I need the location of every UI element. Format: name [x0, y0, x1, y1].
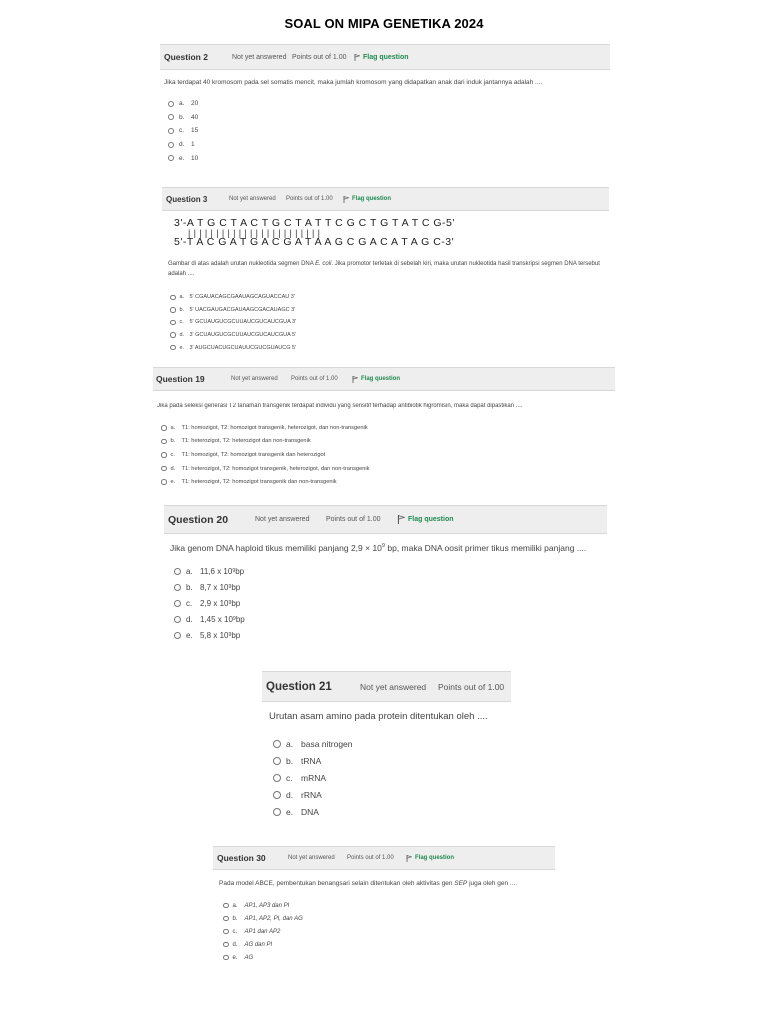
- option-letter: c.: [179, 127, 185, 135]
- question-points: Points out of 1.00: [347, 855, 394, 861]
- radio-button[interactable]: [174, 632, 181, 639]
- question-points: Points out of 1.00: [291, 376, 338, 382]
- option-text: 10: [191, 154, 199, 162]
- question-text-part: juga oleh gen ....: [467, 880, 518, 887]
- radio-button[interactable]: [174, 568, 181, 575]
- question-text: [168, 259, 613, 279]
- option-unit: bp: [231, 630, 241, 640]
- answer-option[interactable]: [273, 786, 511, 803]
- option-exponent: 9: [228, 632, 232, 638]
- answer-option[interactable]: [168, 111, 610, 125]
- option-letter: b.: [186, 582, 193, 592]
- base-pair-bars: ||||||||||||||||||||||||: [188, 228, 324, 238]
- radio-button[interactable]: [161, 466, 167, 472]
- question-20-block: [164, 505, 607, 643]
- option-text: 3' GCUAUGUCGCUUAUCGUCAUCGUA 5': [189, 332, 297, 339]
- radio-button[interactable]: [170, 295, 176, 301]
- question-header: [213, 846, 555, 870]
- option-letter: d.: [179, 141, 185, 149]
- radio-button[interactable]: [170, 307, 176, 313]
- option-exponent: 9: [232, 568, 236, 574]
- question-state: Not yet answered: [360, 681, 427, 692]
- option-letter: e.: [179, 344, 185, 351]
- question-state: Not yet answered: [232, 53, 287, 61]
- question-text: Urutan asam amino pada protein ditentukan oleh ....: [269, 711, 488, 722]
- radio-button[interactable]: [168, 114, 174, 120]
- option-text: basa nitrogen: [301, 738, 353, 749]
- answer-option[interactable]: [168, 138, 610, 152]
- question-30-block: [213, 846, 555, 964]
- option-letter: c.: [232, 928, 238, 935]
- radio-button[interactable]: [161, 425, 167, 431]
- option-letter: e.: [186, 630, 193, 640]
- radio-button[interactable]: [170, 345, 176, 351]
- question-points: Points out of 1.00: [326, 516, 381, 523]
- option-exponent: 9: [228, 600, 232, 606]
- question-points: Points out of 1.00: [286, 196, 333, 202]
- answer-option[interactable]: [174, 579, 607, 595]
- answer-option[interactable]: [170, 329, 609, 342]
- question-text-part: Gambar di atas adalah urutan nukleotida segmen DNA: [168, 261, 316, 267]
- question-number: Question 21: [266, 680, 332, 693]
- species-name: E. coli: [315, 261, 332, 267]
- answer-options: [170, 291, 609, 354]
- option-text: 3' AUGCUACUGCUAUUCGUCGUAUCG 5': [189, 344, 297, 351]
- question-header: [153, 367, 615, 391]
- option-exponent: 9: [228, 584, 232, 590]
- question-text: [219, 880, 555, 887]
- option-letter: a.: [170, 424, 176, 431]
- option-letter: d.: [170, 465, 176, 472]
- answer-option[interactable]: [161, 448, 615, 462]
- option-text: T1: heterozigot, T2: homozigot transgenik, heterozigot, dan non-transgenik: [181, 465, 370, 472]
- answer-option[interactable]: [170, 316, 609, 329]
- question-number: Question 19: [156, 374, 205, 384]
- question-number: Question 2: [164, 52, 208, 62]
- radio-button[interactable]: [223, 903, 229, 909]
- option-base: 2,9 x 10: [200, 598, 229, 608]
- flag-question-link[interactable]: [354, 54, 409, 61]
- answer-option[interactable]: [168, 124, 610, 138]
- radio-button[interactable]: [174, 600, 181, 607]
- radio-button[interactable]: [170, 332, 176, 338]
- option-text: 15: [191, 127, 199, 135]
- option-text: T1: homozigot, T2: homozigot transgenik, heterozigot, dan non-transgenik: [181, 424, 368, 431]
- option-letter: b.: [286, 755, 294, 766]
- flag-question-link[interactable]: [406, 855, 454, 862]
- answer-options: [168, 97, 610, 165]
- flag-question-label: Flag question: [363, 53, 409, 61]
- dna-strand-top: 3'-A T G C T A C T G C T A T T C G C T G T A T C G-5': [174, 217, 455, 229]
- radio-button[interactable]: [223, 929, 229, 935]
- answer-option[interactable]: [174, 563, 607, 579]
- option-letter: e.: [179, 154, 185, 162]
- question-text: Jika pada seleksi generasi T2 tanaman transgenik terdapat individu yang sensitif terhadap antibiotik higromisin, maka dapat dipastikan ....: [157, 403, 523, 409]
- question-2-block: [160, 44, 610, 165]
- exponent: 9: [381, 543, 385, 550]
- question-text-part: . Jika promotor terletak di sebelah kiri, maka urutan nukleotida hasil transkripsi segmen DNA tersebut adalah ....: [168, 261, 600, 277]
- question-text-part: Jika genom DNA haploid tikus memiliki panjang 2,9 × 10: [170, 543, 382, 553]
- flag-icon: [354, 54, 360, 61]
- option-letter: a.: [232, 902, 238, 909]
- answer-option[interactable]: [223, 925, 555, 938]
- answer-option[interactable]: [223, 899, 555, 912]
- answer-options: [273, 735, 511, 820]
- radio-button[interactable]: [273, 774, 281, 782]
- radio-button[interactable]: [273, 808, 281, 816]
- answer-options: [174, 563, 607, 643]
- option-letter: c.: [170, 451, 175, 458]
- option-letter: a.: [286, 738, 294, 749]
- answer-option[interactable]: [223, 912, 555, 925]
- option-text: AP1, AP2, PI, dan AG: [244, 915, 303, 922]
- option-text: DNA: [301, 806, 319, 817]
- option-text: T1: homozigot, T2: homozigot transgenik dan heterozigot: [181, 451, 326, 458]
- radio-button[interactable]: [168, 142, 174, 148]
- question-state: Not yet answered: [231, 376, 278, 382]
- option-letter: c.: [186, 598, 193, 608]
- option-letter: d.: [286, 789, 294, 800]
- option-letter: b.: [170, 438, 176, 445]
- option-exponent: 9: [232, 616, 236, 622]
- question-state: Not yet answered: [288, 855, 335, 861]
- option-base: 8,7 x 10: [200, 582, 229, 592]
- option-unit: bp: [235, 614, 245, 624]
- radio-button[interactable]: [273, 740, 281, 748]
- radio-button[interactable]: [223, 916, 229, 922]
- answer-option[interactable]: [223, 938, 555, 951]
- flag-question-link[interactable]: [397, 515, 454, 524]
- question-state: Not yet answered: [229, 196, 276, 202]
- option-text: 5' CGAUACAGCGAAUAGCAGUACCAU 3': [189, 294, 295, 301]
- option-base: 11,6 x 10: [200, 566, 233, 576]
- question-19-block: [153, 367, 615, 489]
- answer-option[interactable]: [168, 97, 610, 111]
- answer-option[interactable]: [273, 752, 511, 769]
- answer-option[interactable]: [223, 951, 555, 964]
- question-number: Question 30: [217, 853, 266, 863]
- answer-option[interactable]: [174, 611, 607, 627]
- radio-button[interactable]: [168, 101, 174, 107]
- question-number: Question 3: [166, 194, 208, 204]
- flag-question-label: Flag question: [361, 376, 400, 382]
- radio-button[interactable]: [161, 452, 167, 458]
- question-points: Points out of 1.00: [438, 681, 505, 692]
- radio-button[interactable]: [168, 155, 174, 161]
- answer-option[interactable]: [161, 421, 615, 435]
- option-text: 5' UACGAUGACGAUAAGCGACAUAGC 3': [189, 306, 296, 313]
- option-unit: bp: [231, 582, 241, 592]
- flag-question-link[interactable]: [343, 196, 391, 203]
- option-text: mRNA: [301, 772, 327, 783]
- flag-icon: [343, 196, 349, 203]
- question-points: Points out of 1.00: [292, 53, 347, 61]
- flag-question-label: Flag question: [352, 196, 391, 202]
- answer-option[interactable]: [170, 291, 609, 304]
- question-header: [162, 187, 609, 211]
- option-letter: d.: [186, 614, 193, 624]
- question-text-part: Pada model ABCE, pembentukan benangsari selain ditentukan oleh aktivitas gen: [219, 880, 455, 887]
- question-header: [262, 671, 511, 702]
- question-text: Jika terdapat 40 kromosom pada sel somatis mencit, maka jumlah kromosom yang didapatkan anak dari induk jantannya adalah ....: [164, 79, 543, 86]
- answer-option[interactable]: [170, 304, 609, 317]
- option-text: 40: [191, 113, 199, 121]
- answer-option[interactable]: [168, 151, 610, 165]
- option-letter: e.: [286, 806, 294, 817]
- radio-button[interactable]: [168, 128, 174, 134]
- flag-icon: [397, 515, 405, 524]
- option-letter: d.: [232, 941, 238, 948]
- flag-question-label: Flag question: [408, 516, 454, 523]
- question-state: Not yet answered: [255, 516, 310, 523]
- option-letter: c.: [179, 319, 184, 326]
- answer-option[interactable]: [273, 803, 511, 820]
- option-letter: a.: [186, 566, 193, 576]
- question-header: [164, 505, 607, 534]
- question-number: Question 20: [168, 513, 229, 526]
- option-text: tRNA: [301, 755, 322, 766]
- option-text: AP1 dan AP2: [244, 928, 281, 935]
- option-unit: bp: [231, 598, 241, 608]
- answer-option[interactable]: [161, 435, 615, 449]
- option-letter: b.: [232, 915, 238, 922]
- answer-option[interactable]: [174, 627, 607, 643]
- flag-question-link[interactable]: [352, 376, 400, 383]
- radio-button[interactable]: [174, 616, 181, 623]
- answer-option[interactable]: [170, 341, 609, 354]
- option-letter: c.: [286, 772, 293, 783]
- option-unit: bp: [235, 566, 245, 576]
- option-letter: b.: [179, 306, 185, 313]
- option-letter: d.: [179, 332, 185, 339]
- answer-option[interactable]: [273, 769, 511, 786]
- radio-button[interactable]: [223, 955, 229, 961]
- option-text: T1: heterozigot, T2: homozigot transgenik dan non-transgenik: [181, 479, 337, 486]
- flag-question-label: Flag question: [415, 855, 454, 861]
- option-letter: b.: [179, 113, 185, 121]
- option-letter: a.: [179, 100, 185, 108]
- dna-strand-bottom: 5'-T A C G A T G A C G A T A A G C G A C A T A G C-3': [174, 236, 455, 248]
- option-text: 5' GCUAUGUCGCUUAUCGUCAUCGUA 3': [189, 319, 297, 326]
- answer-option[interactable]: [273, 735, 511, 752]
- question-text-part: bp, maka DNA oosit primer tikus memiliki panjang ....: [385, 543, 587, 553]
- option-text: rRNA: [301, 789, 322, 800]
- radio-button[interactable]: [223, 942, 229, 948]
- radio-button[interactable]: [170, 320, 176, 326]
- option-text: AG: [244, 954, 254, 961]
- question-21-block: [262, 671, 511, 820]
- answer-option[interactable]: [161, 475, 615, 489]
- flag-icon: [406, 855, 412, 862]
- option-text: T1: heterozigot, T2: heterozigot dan non-transgenik: [181, 438, 311, 445]
- gene-name: SEP: [454, 880, 468, 887]
- question-3-block: [162, 187, 609, 354]
- option-letter: e.: [170, 479, 176, 486]
- radio-button[interactable]: [273, 791, 281, 799]
- answer-option[interactable]: [161, 462, 615, 476]
- dna-sequence-figure: [174, 218, 609, 248]
- option-text: AG dan PI: [244, 941, 273, 948]
- flag-icon: [352, 376, 358, 383]
- option-letter: e.: [232, 954, 238, 961]
- option-letter: a.: [179, 294, 185, 301]
- answer-options: [161, 421, 615, 489]
- radio-button[interactable]: [161, 439, 167, 445]
- answer-options: [223, 899, 555, 964]
- option-base: 1,45 x 10: [200, 614, 233, 624]
- option-text: 20: [191, 100, 199, 108]
- option-text: 1: [191, 141, 195, 149]
- option-text: AP1, AP3 dan PI: [244, 902, 290, 909]
- option-base: 5,8 x 10: [200, 630, 229, 640]
- radio-button[interactable]: [174, 584, 181, 591]
- question-header: [160, 44, 610, 70]
- document-title: SOAL ON MIPA GENETIKA 2024: [284, 16, 484, 31]
- radio-button[interactable]: [273, 757, 281, 765]
- radio-button[interactable]: [161, 479, 167, 485]
- question-text: [170, 543, 611, 553]
- answer-option[interactable]: [174, 595, 607, 611]
